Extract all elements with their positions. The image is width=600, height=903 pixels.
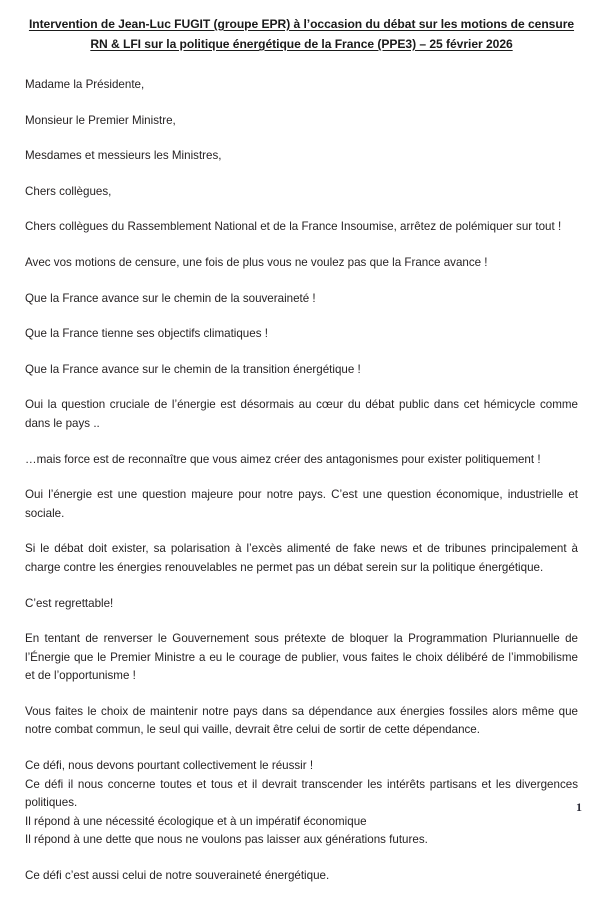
paragraph: Que la France avance sur le chemin de la souveraineté ! xyxy=(25,291,316,305)
paragraph: En tentant de renverser le Gouvernement sous prétexte de bloquer la Programmation Pluriannuelle de l’Énergie que le Premier Ministre a eu le courage de publier, vous faites le choix délibéré de l’immobilisme et de l’opportunisme ! xyxy=(25,632,578,683)
document-body xyxy=(25,76,578,886)
paragraph: Chers collègues, xyxy=(25,184,112,198)
paragraph: Si le débat doit exister, sa polarisation à l’excès alimenté de fake news et de tribunes principalement à charge contre les énergies renouvelables ne permet pas un débat serein sur la politique énergétique. xyxy=(25,542,578,574)
page-number: 1 xyxy=(576,800,582,814)
paragraph: Avec vos motions de censure, une fois de plus vous ne voulez pas que la France avance ! xyxy=(25,255,488,269)
paragraph: Que la France tienne ses objectifs climatiques ! xyxy=(25,327,268,341)
paragraph: Que la France avance sur le chemin de la transition énergétique ! xyxy=(25,362,361,376)
document-content xyxy=(25,0,578,903)
paragraph-line: Il répond à une dette que nous ne voulons pas laisser aux générations futures. xyxy=(25,833,428,847)
paragraph: …mais force est de reconnaître que vous aimez créer des antagonismes pour exister politiquement ! xyxy=(25,452,541,466)
paragraph: Ce défi c’est aussi celui de notre souveraineté énergétique. xyxy=(25,869,330,883)
paragraph-group xyxy=(25,757,578,850)
page-title: Intervention de Jean-Luc FUGIT (groupe EPR) à l’occasion du débat sur les motions de censure RN & LFI sur la politique énergétique de la France (PPE3) – 25 février 2026 xyxy=(28,17,575,51)
paragraph: Monsieur le Premier Ministre, xyxy=(25,113,176,127)
paragraph: Oui la question cruciale de l’énergie est désormais au cœur du débat public dans cet hémicycle comme dans le pays .. xyxy=(25,398,578,430)
paragraph-line: Il répond à une nécessité écologique et à un impératif économique xyxy=(25,814,367,828)
paragraph: Oui l’énergie est une question majeure pour notre pays. C’est une question économique, industrielle et sociale. xyxy=(25,488,578,520)
paragraph: Mesdames et messieurs les Ministres, xyxy=(25,149,222,163)
paragraph: Vous faites le choix de maintenir notre pays dans sa dépendance aux énergies fossiles alors même que notre combat commun, le seul qui vaille, devrait être celui de sortir de cette dépendance. xyxy=(25,704,578,737)
paragraph-line: Ce défi il nous concerne toutes et tous et il devrait transcender les intérêts partisans et les divergences politiques. xyxy=(25,777,578,810)
paragraph: Chers collègues du Rassemblement National et de la France Insoumise, arrêtez de polémiquer sur tout ! xyxy=(25,220,562,234)
paragraph: Madame la Présidente, xyxy=(25,78,145,91)
paragraph-line: Ce défi, nous devons pourtant collectivement le réussir ! xyxy=(25,759,314,773)
paragraph: C’est regrettable! xyxy=(25,596,114,610)
